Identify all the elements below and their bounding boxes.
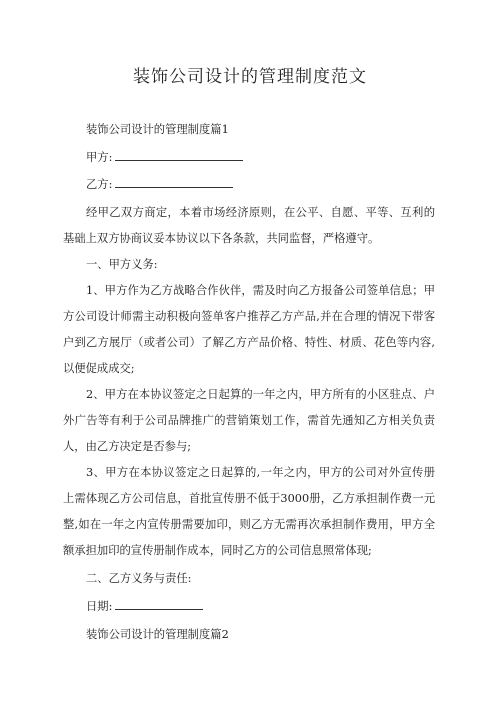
item1-line: 方公司设计师需主动积极向签单客户推荐乙方产品,并在合理的情况下带客 [63,310,435,323]
party-b-line [86,176,435,192]
item1-line: 1、甲方作为乙方战略合作伙伴，需及时向乙方报备公司签单信息；甲 [86,284,435,297]
party-a-label: 甲方: [86,151,113,164]
party-a-blank [115,150,243,161]
section-heading-1: 装饰公司设计的管理制度篇1 [86,123,229,136]
item3-line: 3、甲方在本协议签定之日起算的,一年之内，甲方的公司对外宣传册 [86,466,435,479]
party-b-label: 乙方: [86,178,113,191]
section-title-party-a: 一、甲方义务: [86,258,158,271]
item3-line: 上需体现乙方公司信息，首批宣传册不低于3000册，乙方承担制作费一元 [63,492,435,505]
date-label: 日期: [86,600,113,613]
date-blank [115,599,203,610]
item2-line: 2、甲方在本协议签定之日起算的一年之内，甲方所有的小区驻点、户 [86,388,435,401]
section-title-party-b: 二、乙方义务与责任: [86,572,192,585]
preamble-line: 基础上双方协商议妥本协议以下各条款，共同监督，严格遵守。 [63,232,380,245]
item3-line: 额承担加印的宣传册制作成本，同时乙方的公司信息照常体现; [63,544,372,557]
date-line [86,598,435,614]
item2-line: 人，由乙方决定是否参与; [63,440,192,453]
item1-line: 户到乙方展厅（或者公司）了解乙方产品价格、特性、材质、花色等内容, [63,336,435,349]
item3-line: 整,如在一年之内宣传册需要加印，则乙方无需再次承担制作费用，甲方全 [63,518,435,531]
party-b-blank [115,177,233,188]
item1-line: 以便促成成交; [63,362,135,375]
preamble-line: 经甲乙双方商定，本着市场经济原则，在公平、自愿、平等、互利的 [86,206,435,219]
item2-line: 外广告等有利于公司品牌推广的营销策划工作，需首先通知乙方相关负责 [63,414,435,427]
party-a-line [86,149,435,165]
document-title: 装饰公司设计的管理制度范文 [133,67,367,87]
section-heading-2: 装饰公司设计的管理制度篇2 [86,628,229,641]
